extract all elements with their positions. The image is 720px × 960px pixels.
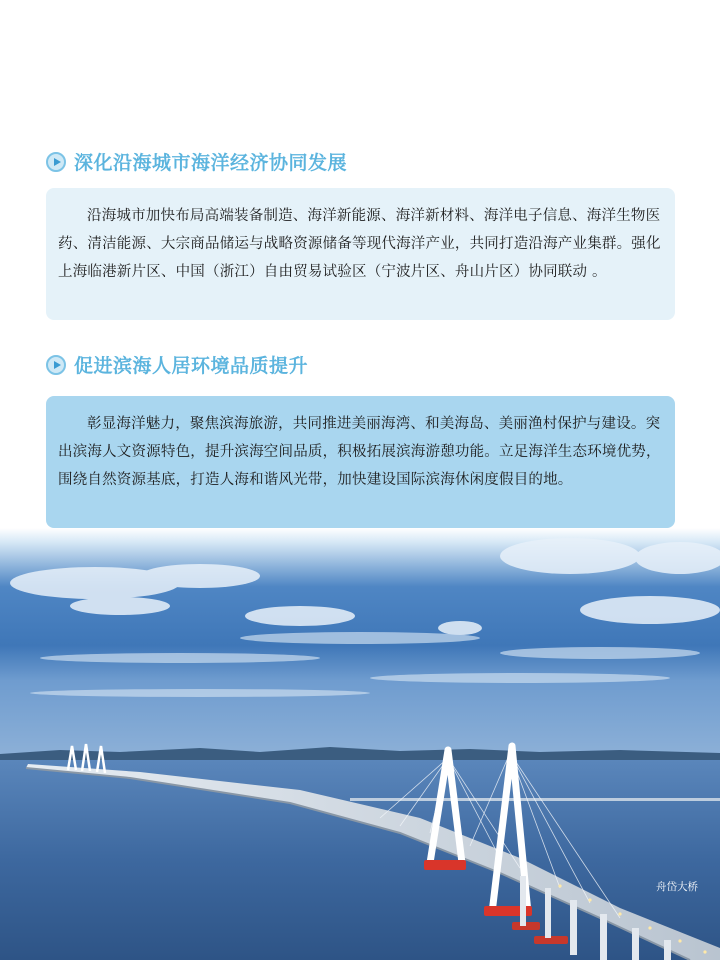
text-box-2 [46, 396, 675, 528]
play-bullet-icon [46, 355, 66, 375]
section-heading-1 [46, 148, 347, 175]
play-bullet-icon [46, 152, 66, 172]
section-title: 深化沿海城市海洋经济协同发展 [74, 152, 348, 174]
section-title: 促进滨海人居环境品质提升 [74, 355, 309, 377]
section-body: 沿海城市加快布局高端装备制造、海洋新能源、海洋新材料、海洋电子信息、海洋生物医药、清洁能源、大宗商品储运与战略资源储备等现代海洋产业，共同打造沿海产业集群。强化上海临港新片区、中国（浙江）自由贸易试验区（宁波片区、舟山片区）协同联动 。 [58, 208, 661, 280]
text-box-1 [46, 188, 675, 320]
photo-caption: 舟岱大桥 [656, 881, 698, 893]
section-heading-2 [46, 351, 308, 378]
section-body: 彰显海洋魅力，聚焦滨海旅游，共同推进美丽海湾、和美海岛、美丽渔村保护与建设。突出滨海人文资源特色，提升滨海空间品质，积极拓展滨海游憩功能。立足海洋生态环境优势，围绕自然资源基底，打造人海和谐风光带，加快建设国际滨海休闲度假目的地。 [58, 416, 661, 488]
bridge-illustration [0, 528, 720, 960]
bridge-photo [0, 528, 720, 960]
